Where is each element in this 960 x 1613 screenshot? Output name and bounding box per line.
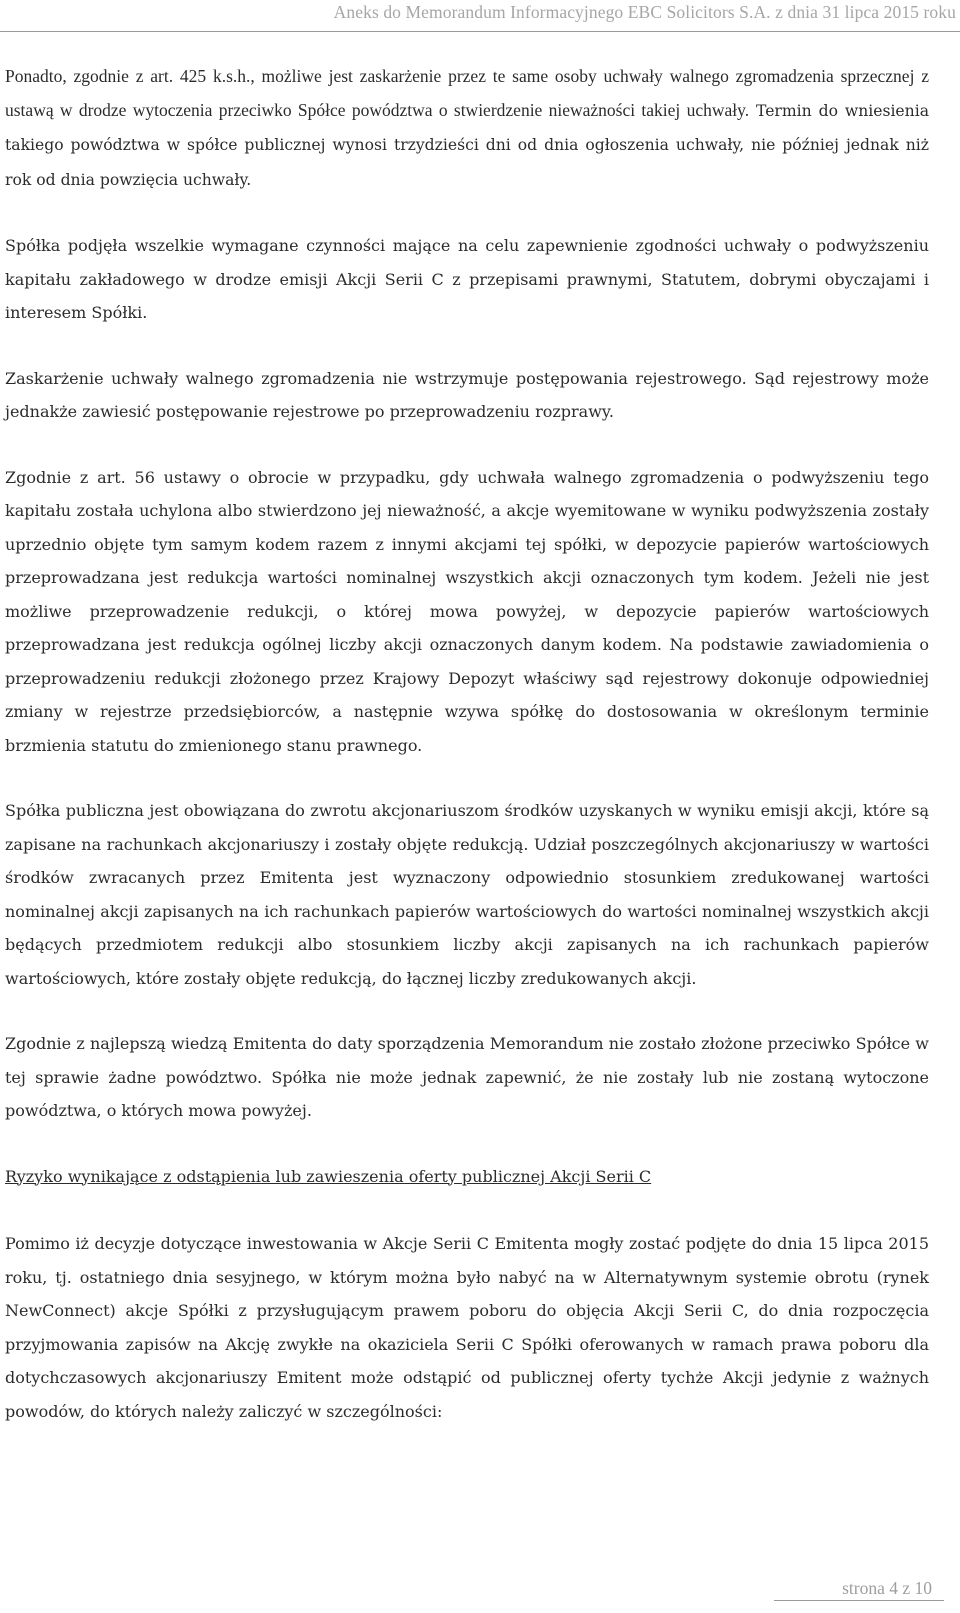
paragraph-art-56: Zgodnie z art. 56 ustawy o obrocie w przypadku, gdy uchwała walnego zgromadzenia o podwyższeniu tego kapitału została uchylona albo stwierdzono jej nieważność, a akcje wyemitowane w wyniku podwyższenia zostały uprzednio objęte tym samym kodem razem z innymi akcjami tej spółki, w depozycie papierów wartościowych przeprowadzana jest redukcja wartości nominalnej wszystkich akcji oznaczonych tym kodem. Jeżeli nie jest możliwe przeprowadzenie redukcji, o której mowa powyżej, w depozycie papierów wartościowych przeprowadzana jest redukcja ogólnej liczby akcji oznaczonych danym kodem. Na podstawie zawiadomienia o przeprowadzeniu redukcji złożonego przez Krajowy Depozyt właściwy sąd rejestrowy dokonuje odpowiedniej zmiany w rejestrze przedsiębiorców, a następnie wzywa spółkę do dostosowania w określonym terminie brzmienia statutu do zmienionego stanu prawnego. <box>5 467 929 755</box>
page-number: strona 4 z 10 <box>842 1578 932 1598</box>
footer-divider <box>774 1600 944 1601</box>
paragraph-no-lawsuit: Zgodnie z najlepszą wiedzą Emitenta do daty sporządzenia Memorandum nie zostało złożone przeciwko Spółce w tej sprawie żadne powództwo. Spółka nie może jednak zapewnić, że nie zostały lub nie zostaną wytoczone powództwa, o których mowa powyżej. <box>5 1034 929 1120</box>
paragraph-withdrawal: Pomimo iż decyzje dotyczące inwestowania w Akcje Serii C Emitenta mogły zostać podjęte do dnia 15 lipca 2015 roku, tj. ostatniego dnia sesyjnego, w którym można było nabyć na w Alternatywnym systemie obrotu (rynek NewConnect) akcje Spółki z przysługującym prawem poboru do objęcia Akcji Serii C, do dnia rozpoczęcia przyjmowania zapisów na Akcję zwykłe na okaziciela Serii C Spółki oferowanych w ramach prawa poboru dla dotychczasowych akcjonariuszy Emitent może odstąpić od publicznej oferty tychże Akcji jedynie z ważnych powodów, do których należy zaliczyć w szczególności: <box>5 1234 929 1421</box>
section-heading-risk: Ryzyko wynikające z odstąpienia lub zawieszenia oferty publicznej Akcji Serii C <box>5 1166 652 1186</box>
paragraph-art-425 <box>5 60 929 197</box>
paragraph-registration: Zaskarżenie uchwały walnego zgromadzenia nie wstrzymuje postępowania rejestrowego. Sąd rejestrowy może jednakże zawiesić postępowanie rejestrowe po przeprowadzeniu rozprawy. <box>5 368 929 421</box>
page-header: Aneks do Memorandum Informacyjnego EBC Solicitors S.A. z dnia 31 lipca 2015 roku <box>333 2 956 22</box>
header-divider <box>0 31 960 32</box>
paragraph-compliance: Spółka podjęła wszelkie wymagane czynności mające na celu zapewnienie zgodności uchwały o podwyższeniu kapitału zakładowego w drodze emisji Akcji Serii C z przepisami prawnymi, Statutem, dobrymi obyczajami i interesem Spółki. <box>5 236 929 322</box>
document-body <box>5 60 929 1460</box>
paragraph-refund: Spółka publiczna jest obowiązana do zwrotu akcjonariuszom środków uzyskanych w wyniku emisji akcji, które są zapisane na rachunkach akcjonariuszy i zostały objęte redukcją. Udział poszczególnych akcjonariuszy w wartości środków zwracanych przez Emitenta jest wyznaczony odpowiednio stosunkiem zredukowanej wartości nominalnej akcji zapisanych na ich rachunkach papierów wartościowych do wartości nominalnej wszystkich akcji będących przedmiotem redukcji albo stosunkiem liczby akcji zapisanych na ich rachunkach papierów wartościowych, które zostały objęte redukcją, do łącznej liczby zredukowanych akcji. <box>5 801 929 988</box>
paragraph-art-425-part-a: Ponadto, zgodnie z art. 425 k.s.h., możliwe jest zaskarżenie przez te same osoby uchwały walnego zgromadzenia sprzecznej z ustawą w drodze wytoczenia przeciwko Spółce powództwa o stwierdzenie nieważności takiej uchwały. <box>5 66 929 120</box>
paragraph-art-425-part-b: Termin do wniesienia takiego powództwa w spółce publicznej wynosi trzydzieści dni od dnia ogłoszenia uchwały, nie później jednak niż rok od dnia powzięcia uchwały. <box>5 101 929 189</box>
